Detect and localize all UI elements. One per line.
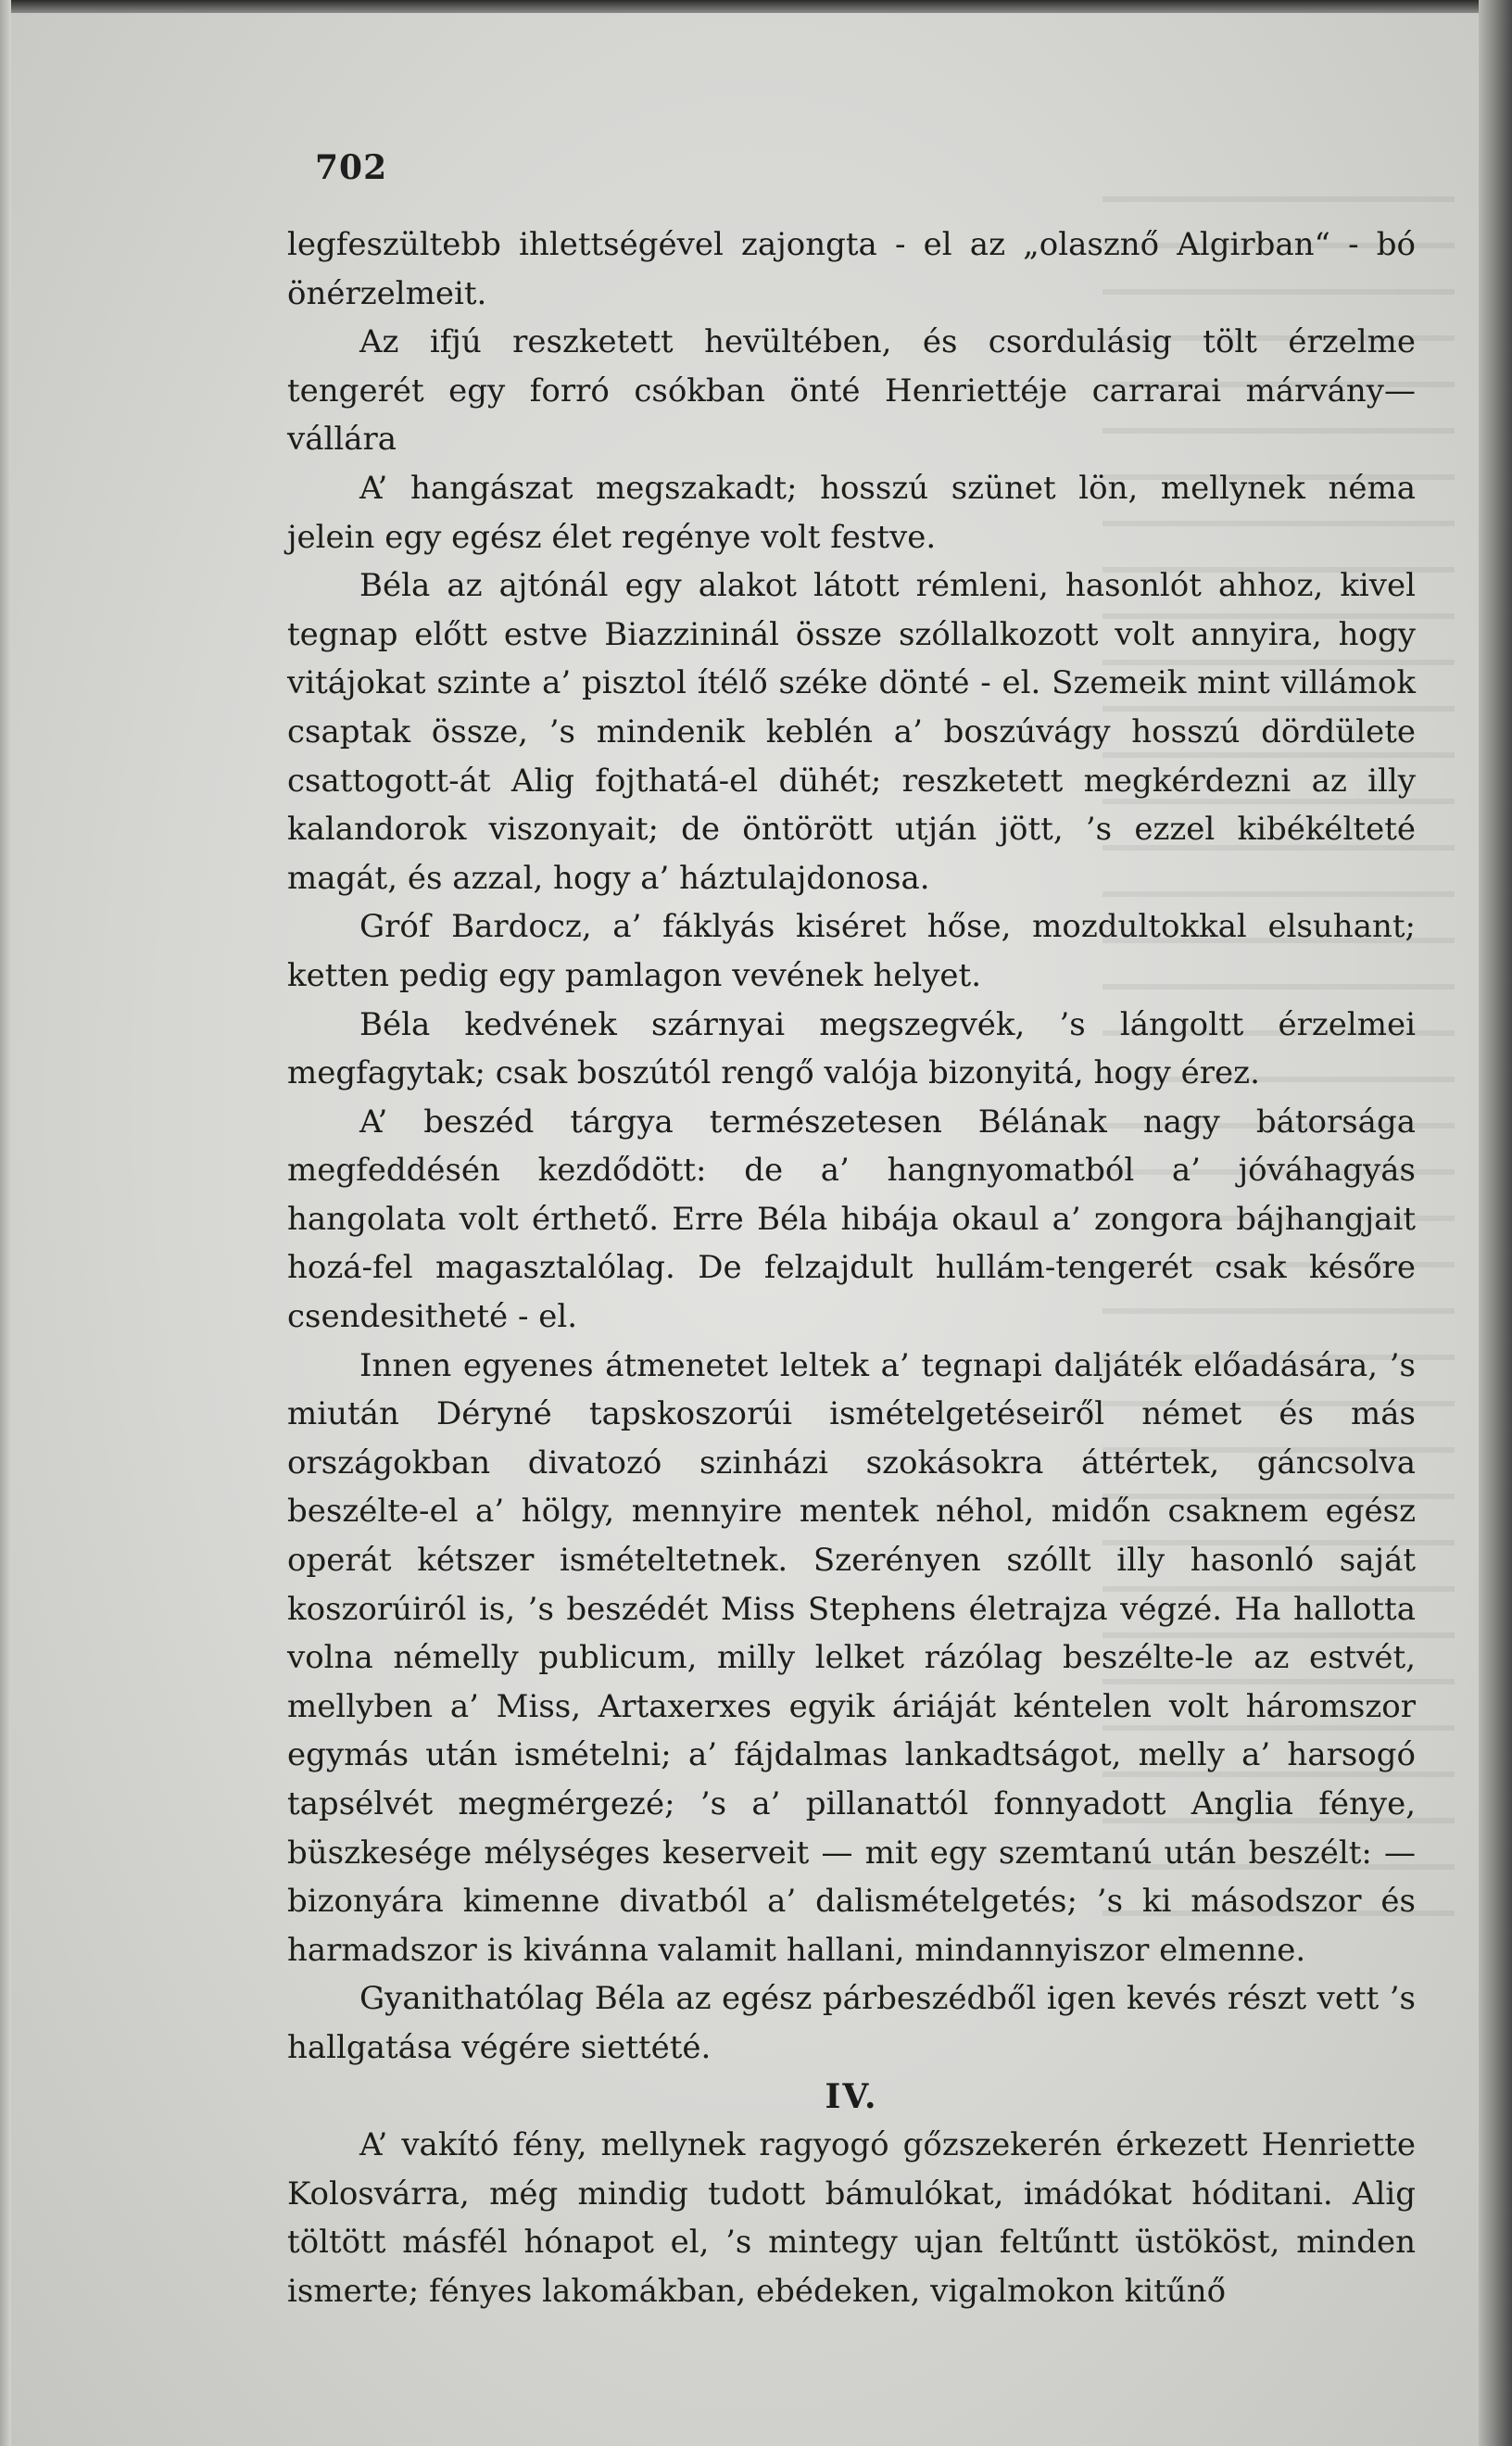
paragraph: A’ hangászat megszakadt; hosszú szünet lön, mellynek néma jelein egy egész élet regénye volt festve.: [287, 469, 1416, 556]
paragraph: Béla az ajtónál egy alakot látott rémleni, hasonlót ahhoz, kivel tegnap előtt estve Biazzininál össze szóllalkozott volt annyira, hogy vitájokat szinte a’ pisztol ítélő széke dönté - el. Szemeik mint villámok csaptak össze, ’s mindenik keblén a’ boszúvágy hosszú dördülete csattogott-át Alig fojthatá-el dühét; reszketett megkérdezni az illy kalandorok viszonyait; de öntörött utján jött, ’s ezzel kibékélteté magát, és azzal, hogy a’ háztulajdonosa.: [287, 567, 1416, 897]
page-top-edge: [0, 0, 1512, 13]
page-left-edge: [0, 0, 11, 2446]
paragraph: legfeszültebb ihlettségével zajongta - el az „olasznő Algirban“ - bó önérzelmeit.: [287, 226, 1416, 312]
paragraph: A’ vakító fény, mellynek ragyogó gőzszekerén érkezett Henriette Kolosvárra, még mindig tudott bámulókat, imádókat hóditani. Alig töltött másfél hónapot el, ’s mintegy ujan feltűntt üstököst, minden ismerte; fényes lakomákban, ebédeken, vigalmokon kitűnő: [287, 2126, 1416, 2310]
paragraph: Gróf Bardocz, a’ fáklyás kiséret hőse, mozdultokkal elsuhant; ketten pedig egy pamlagon vevének helyet.: [287, 908, 1416, 994]
paragraph: Innen egyenes átmenetet leltek a’ tegnapi daljáték előadására, ’s miután Déryné tapskoszorúi ismételgetéseiről német és más országokban divatozó szinházi szokásokra áttértek, gáncsolva beszélte-el a’ hölgy, mennyire mentek néhol, midőn csaknem egész operát kétszer ismételtetnek. Szerényen szóllt illy hasonló saját koszorúiról is, ’s beszédét Miss Stephens életrajza végzé. Ha hallotta volna némelly publicum, milly lelket rázólag beszélte-le az estvét, mellyben a’ Miss, Artaxerxes egyik áriáját kéntelen volt háromszor egymás után ismételni; a’ fájdalmas lankadtságot, melly a’ harsogó tapsélvét megmérgezé; ’s a’ pillanattól fonnyadott Anglia fénye, büszkesége mélységes keserveit — mit egy szemtanú után beszélt: — bizonyára kimenne divatból a’ dalismételgetés; ’s ki másodszor és harmadszor is kivánna valamit hallani, mindannyiszor elmenne.: [287, 1346, 1416, 1969]
paragraph: Béla kedvének szárnyai megszegvék, ’s lángoltt érzelmei megfagytak; csak boszútól rengő valója bizonyitá, hogy érez.: [287, 1005, 1416, 1092]
paragraph: Gyanithatólag Béla az egész párbeszédből igen kevés részt vett ’s hallgatása végére siettété.: [287, 1980, 1416, 2066]
paragraph: Az ifjú reszketett hevültében, és csordulásig tölt érzelme tengerét egy forró csókban önté Henriettéje carrarai márvány—vállára: [287, 323, 1416, 459]
section-heading: IV.: [825, 2076, 878, 2116]
paragraph: A’ beszéd tárgya természetesen Bélának nagy bátorsága megfeddésén kezdődött: de a’ hangnyomatból a’ jóváhagyás hangolata volt érthető. Erre Béla hibája okaul a’ zongora bájhangjait hozá-fel magasztalólag. De felzajdult hullám-tengerét csak későre csendesitheté - el.: [287, 1103, 1416, 1336]
page-right-edge-shadow: [1479, 0, 1512, 2446]
body-text: [287, 221, 1416, 2316]
page-number: 702: [315, 148, 388, 187]
